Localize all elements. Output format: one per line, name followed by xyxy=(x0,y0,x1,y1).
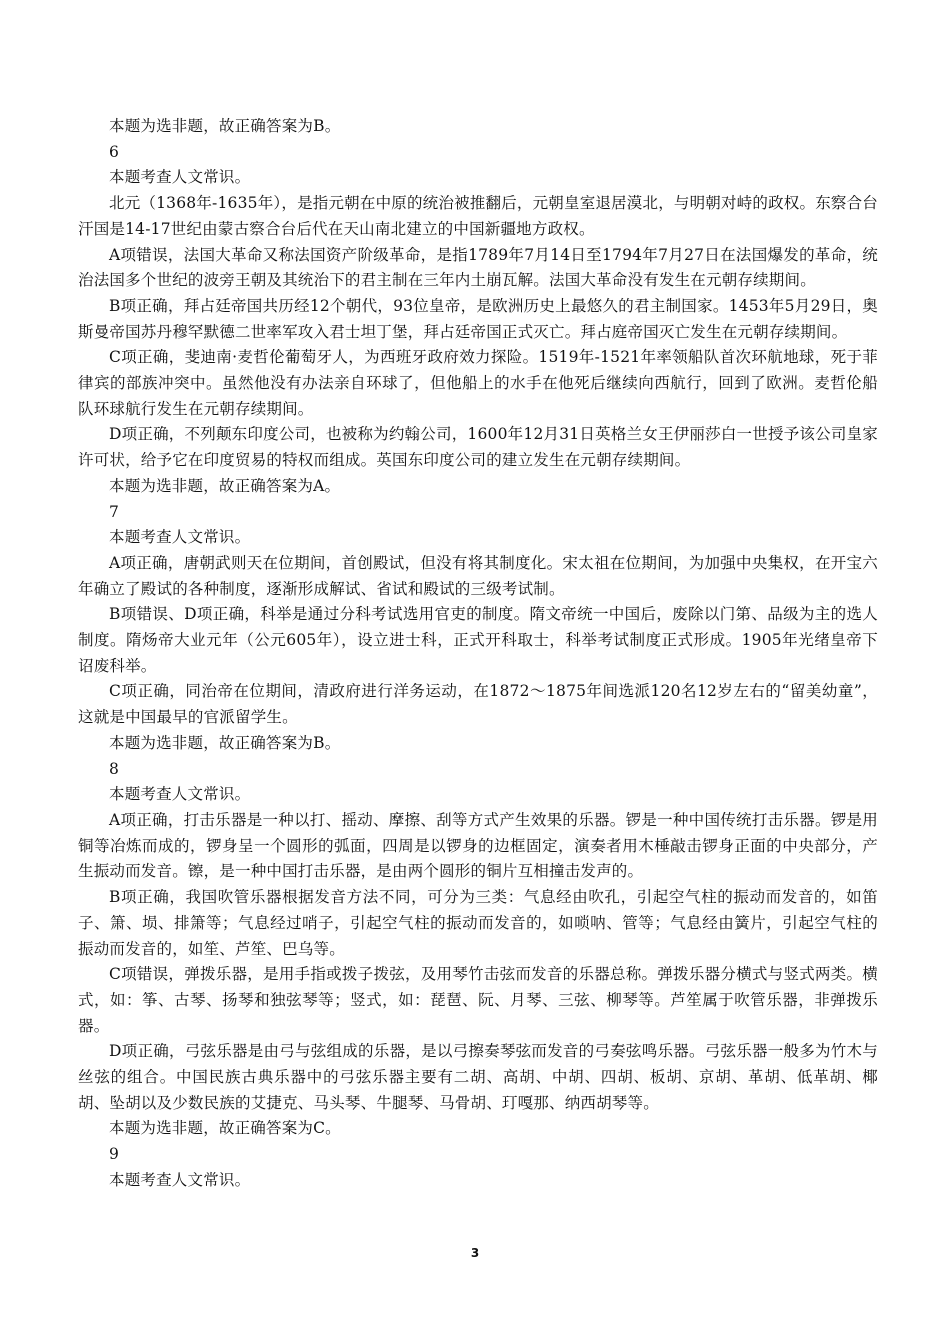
question-number: 6 xyxy=(109,142,120,161)
answer-line: 本题为选非题，故正确答案为B。 xyxy=(109,117,341,135)
explanation-paragraph: 北元（1368年-1635年），是指元朝在中原的统治被推翻后，元朝皇室退居漠北，与明朝对峙的政权。东察合台汗国是14-17世纪由蒙古察合台后代在天山南北建立的中国新疆地方政权。 xyxy=(78,194,878,238)
option-explanation: A项错误，法国大革命又称法国资产阶级革命，是指1789年7月14日至1794年7月27日在法国爆发的革命，统治法国多个世纪的波旁王朝及其统治下的君主制在三年内土崩瓦解。法国大革命没有发生在元朝存续期间。 xyxy=(78,245,878,290)
option-explanation: B项正确，我国吹管乐器根据发音方法不同，可分为三类：气息经由吹孔，引起空气柱的振动而发音的，如笛子、箫、埙、排箫等；气息经过哨子，引起空气柱的振动而发音的，如唢呐、管等；气息经由簧片，引起空气柱的振动而发音的，如笙、芦笙、巴乌等。 xyxy=(78,888,878,958)
page-number: 3 xyxy=(470,1246,480,1260)
option-explanation: A项正确，唐朝武则天在位期间，首创殿试，但没有将其制度化。宋太祖在位期间，为加强中央集权，在开宝六年确立了殿试的各种制度，逐渐形成解试、省试和殿试的三级考试制。 xyxy=(78,553,878,598)
option-explanation: D项正确，弓弦乐器是由弓与弦组成的乐器，是以弓擦奏琴弦而发音的弓奏弦鸣乐器。弓弦乐器一般多为竹木与丝弦的组合。中国民族古典乐器中的弓弦乐器主要有二胡、高胡、中胡、四胡、板胡、京胡、革胡、低革胡、椰胡、坠胡以及少数民族的艾捷克、马头琴、牛腿琴、马骨胡、玎嘎那、纳西胡琴等。 xyxy=(78,1042,878,1112)
topic-line: 本题考查人文常识。 xyxy=(109,168,251,187)
topic-line: 本题考查人文常识。 xyxy=(109,528,251,547)
option-explanation: C项正确，斐迪南·麦哲伦葡萄牙人，为西班牙政府效力探险。1519年-1521年率领船队首次环航地球，死于菲律宾的部族冲突中。虽然他没有办法亲自环球了，但他船上的水手在他死后继续向西航行，回到了欧洲。麦哲伦船队环球航行发生在元朝存续期间。 xyxy=(78,348,878,418)
option-explanation: C项错误，弹拨乐器，是用手指或拨子拨弦，及用琴竹击弦而发音的乐器总称。弹拨乐器分横式与竖式两类。横式，如：筝、古琴、扬琴和独弦琴等；竖式，如：琵琶、阮、月琴、三弦、柳琴等。芦笙属于吹管乐器，非弹拨乐器。 xyxy=(78,965,878,1035)
question-number: 7 xyxy=(109,502,120,521)
question-number: 9 xyxy=(109,1145,120,1164)
option-explanation: B项错误、D项正确，科举是通过分科考试选用官吏的制度。隋文帝统一中国后，废除以门第、品级为主的选人制度。隋炀帝大业元年（公元605年），设立进士科，正式开科取士，科举考试制度正式形成。1905年光绪皇帝下诏废科举。 xyxy=(78,605,878,675)
answer-line: 本题为选非题，故正确答案为B。 xyxy=(109,733,341,752)
topic-line: 本题考查人文常识。 xyxy=(109,1170,251,1189)
option-explanation: C项正确，同治帝在位期间，清政府进行洋务运动，在1872～1875年间选派120名12岁左右的“留美幼童”，这就是中国最早的官派留学生。 xyxy=(78,682,878,727)
option-explanation: A项正确，打击乐器是一种以打、摇动、摩擦、刮等方式产生效果的乐器。锣是一种中国传统打击乐器。锣是用铜等冶炼而成的，锣身呈一个圆形的弧面，四周是以锣身的边框固定，演奏者用木棰敲击锣身正面的中央部分，产生振动而发音。镲，是一种中国打击乐器，是由两个圆形的铜片互相撞击发声的。 xyxy=(78,810,878,881)
document-body xyxy=(78,114,878,1194)
answer-line: 本题为选非题，故正确答案为C。 xyxy=(109,1119,341,1138)
option-explanation: B项正确，拜占廷帝国共历经12个朝代，93位皇帝，是欧洲历史上最悠久的君主制国家。1453年5月29日，奥斯曼帝国苏丹穆罕默德二世率军攻入君士坦丁堡，拜占廷帝国正式灭亡。拜占庭帝国灭亡发生在元朝存续期间。 xyxy=(78,296,878,341)
option-explanation: D项正确，不列颠东印度公司，也被称为约翰公司，1600年12月31日英格兰女王伊丽莎白一世授予该公司皇家许可状，给予它在印度贸易的特权而组成。英国东印度公司的建立发生在元朝存续期间。 xyxy=(78,425,878,470)
topic-line: 本题考查人文常识。 xyxy=(109,785,251,804)
question-number: 8 xyxy=(109,759,120,778)
answer-line: 本题为选非题，故正确答案为A。 xyxy=(109,476,341,495)
